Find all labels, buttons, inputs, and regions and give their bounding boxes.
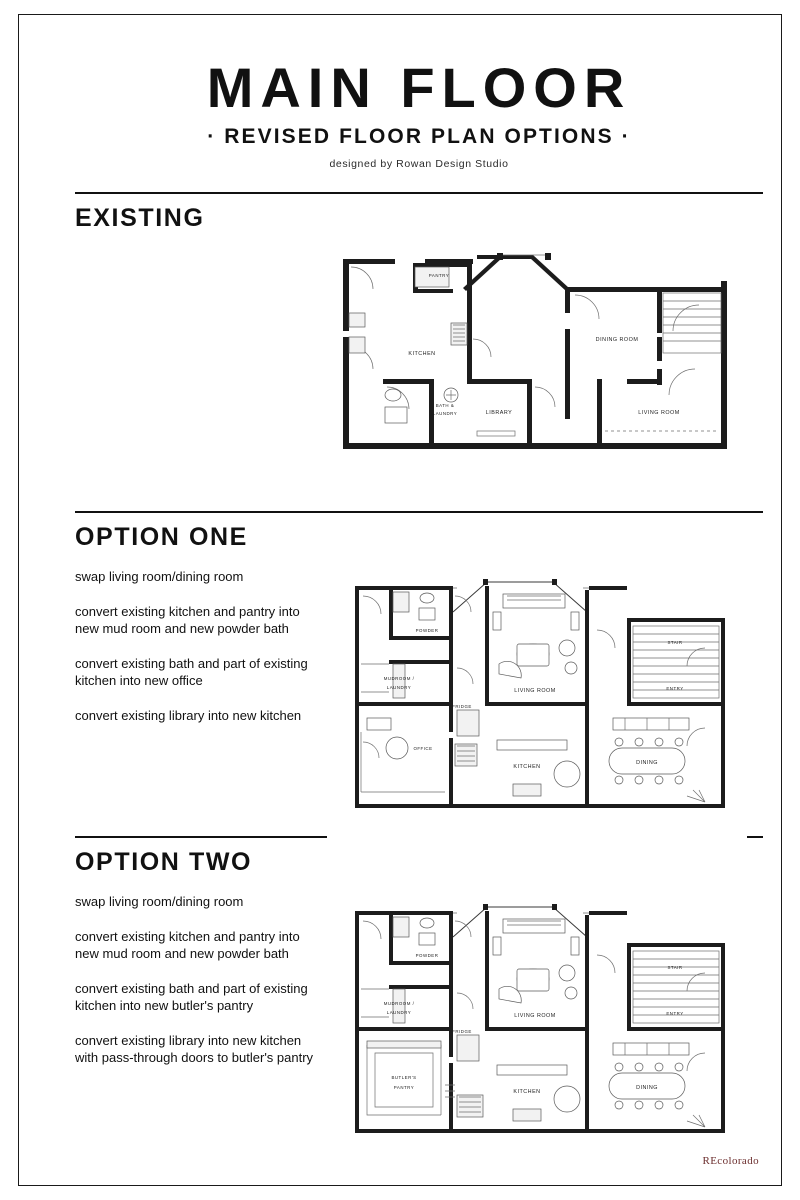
option-two-note-4: convert existing library into new kitchen with pass-through doors to butler's pantry [75,1032,314,1066]
section-existing [75,219,763,509]
sheet-content [75,53,763,1175]
svg-text:BATH: BATH [420,636,434,642]
svg-text:DINING: DINING [636,1085,658,1092]
sheet-border [18,14,782,1186]
watermark: REcolorado [702,1155,759,1167]
svg-text:LAUNDRY: LAUNDRY [386,685,412,691]
svg-text:STAIR: STAIR [667,965,683,971]
svg-text:PANTRY: PANTRY [393,1085,415,1091]
divider-option-one [75,511,763,513]
svg-text:MUDROOM /: MUDROOM / [383,676,415,682]
option-one-note-4: convert existing library into new kitchen [75,707,302,723]
option-one-note-2: convert existing kitchen and pantry into new mud room and new powder bath [75,603,300,637]
svg-text:DINING: DINING [636,760,658,767]
svg-text:STAIR: STAIR [667,640,683,646]
svg-text:BATH: BATH [420,961,434,967]
existing-floor-plan [327,219,747,509]
option-two-notes [75,877,327,1084]
option-one-note-3: convert existing bath and part of existing kitchen into new office [75,655,308,689]
page-title: MAIN FLOOR [206,56,632,119]
svg-text:KITCHEN: KITCHEN [513,764,541,771]
svg-text:BATH &: BATH & [435,403,455,409]
option-one-notes [75,552,327,741]
section-option-two [75,877,763,1167]
section-option-one [75,552,763,842]
svg-text:POWDER: POWDER [415,953,439,959]
existing-notes [75,219,327,235]
svg-text:LIBRARY: LIBRARY [485,410,513,417]
svg-text:FRIDGE: FRIDGE [452,1029,472,1035]
svg-text:KITCHEN: KITCHEN [513,1089,541,1096]
svg-text:BUTLER'S: BUTLER'S [391,1075,417,1081]
designer-credit: designed by Rowan Design Studio [329,158,509,171]
option-two-floor-plan [327,877,747,1167]
option-one-floor-plan [327,552,747,842]
svg-text:OFFICE: OFFICE [413,746,433,752]
section-heading-option-two: OPTION TWO [75,848,253,877]
svg-text:LIVING ROOM: LIVING ROOM [514,688,556,695]
divider-existing [75,192,763,194]
svg-text:POWDER: POWDER [415,628,439,634]
option-two-note-3: convert existing bath and part of existing kitchen into new butler's pantry [75,980,308,1014]
section-heading-option-one: OPTION ONE [75,523,248,552]
svg-text:FRIDGE: FRIDGE [452,704,472,710]
svg-text:LIVING ROOM: LIVING ROOM [514,1013,556,1020]
option-two-note-2: convert existing kitchen and pantry into new mud room and new powder bath [75,928,300,962]
option-two-note-1: swap living room/dining room [75,894,244,910]
option-one-note-1: swap living room/dining room [75,569,244,585]
svg-text:KITCHEN: KITCHEN [408,351,436,358]
svg-text:ENTRY: ENTRY [666,686,684,692]
svg-text:ENTRY: ENTRY [666,1011,684,1017]
svg-text:LAUNDRY: LAUNDRY [386,1010,412,1016]
svg-text:PANTRY: PANTRY [428,273,450,279]
svg-text:DINING ROOM: DINING ROOM [595,337,639,344]
svg-text:LIVING ROOM: LIVING ROOM [638,410,680,417]
svg-text:LAUNDRY: LAUNDRY [432,411,458,417]
page-subtitle: · REVISED FLOOR PLAN OPTIONS · [207,125,631,149]
section-heading-existing: EXISTING [75,204,205,233]
svg-text:MUDROOM /: MUDROOM / [383,1001,415,1007]
